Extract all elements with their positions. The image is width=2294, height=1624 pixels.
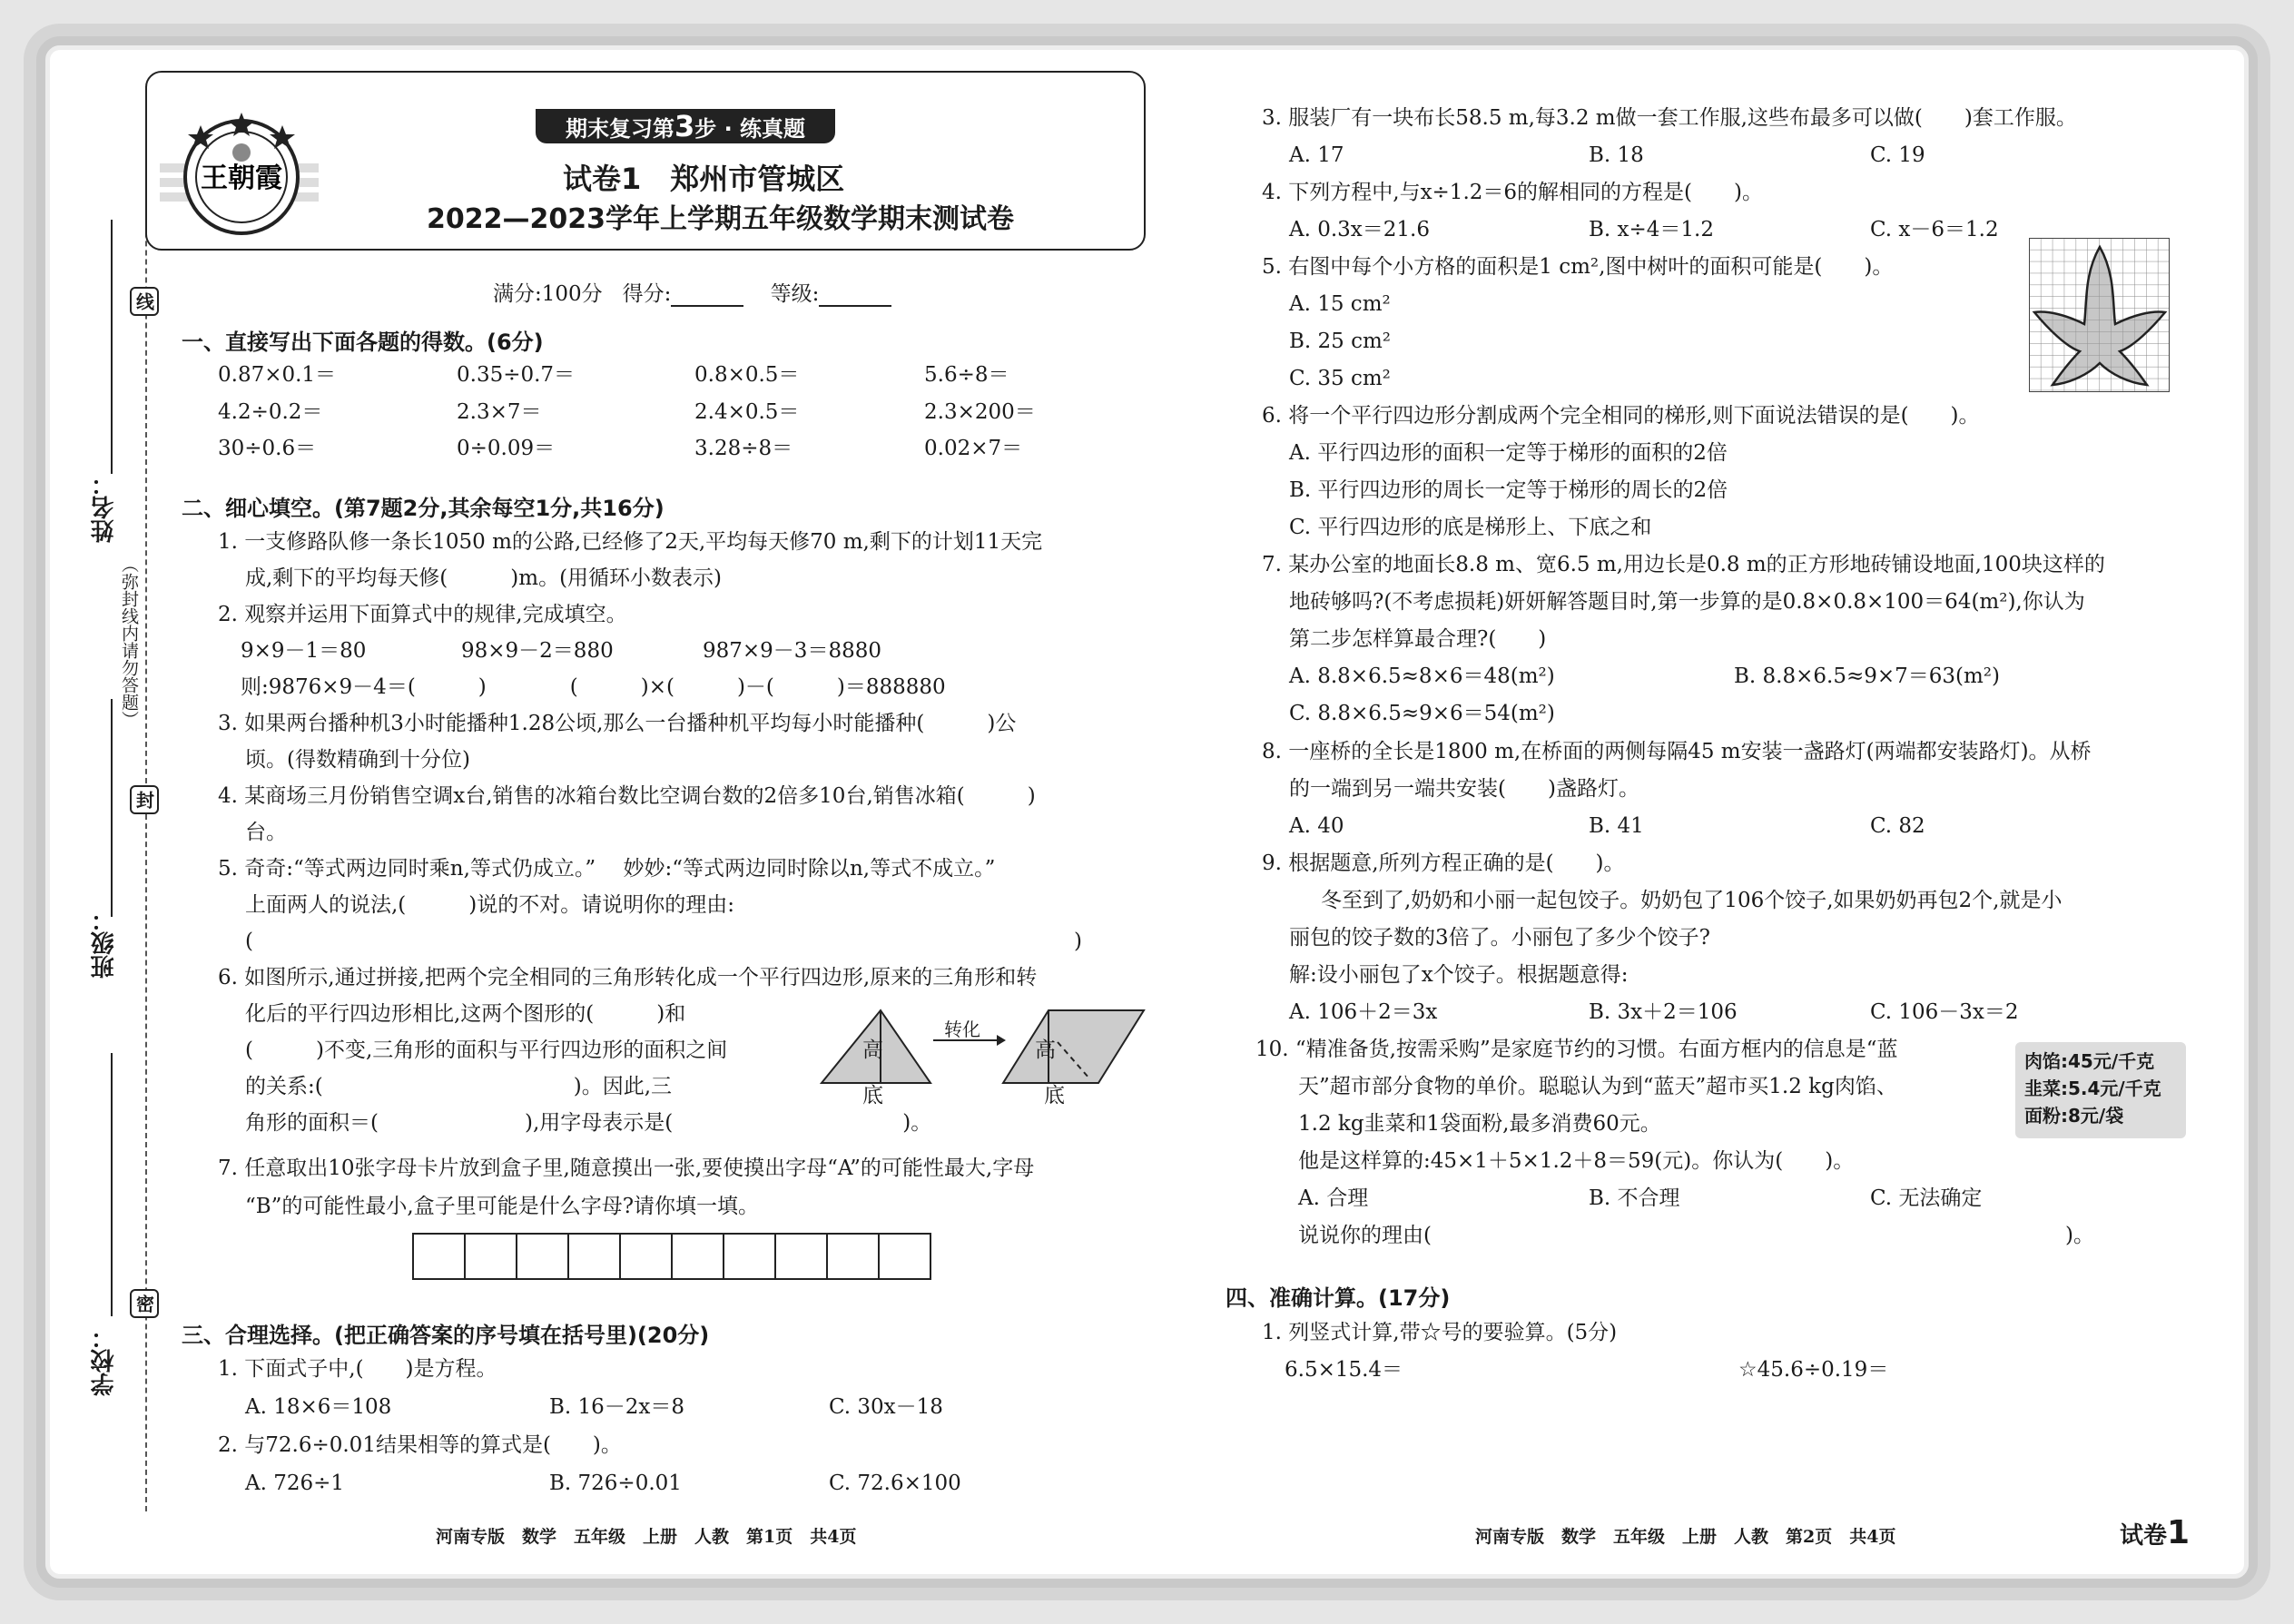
question-text: 第二步怎样算最合理?( ) <box>1289 627 1547 651</box>
question-text: 1. 下面式子中,( )是方程。 <box>218 1357 497 1381</box>
question-text: 1. 一支修路队修一条长1050 m的公路,已经修了2天,平均每天修70 m,剩下的计划11天完 <box>218 530 1043 554</box>
question-text: 6. 将一个平行四边形分割成两个完全相同的梯形,则下面说法错误的是( )。 <box>1262 404 1980 428</box>
letter-box[interactable] <box>878 1233 931 1280</box>
letter-box[interactable] <box>516 1233 569 1280</box>
option[interactable]: B. x÷4＝1.2 <box>1589 218 1714 241</box>
option[interactable]: B. 726÷0.01 <box>549 1471 682 1495</box>
question-text: ( )不变,三角形的面积与平行四边形的面积之间 <box>245 1038 728 1062</box>
question-text: 2. 观察并运用下面算式中的规律,完成填空。 <box>218 603 627 626</box>
option[interactable]: A. 18×6＝108 <box>245 1395 392 1419</box>
section-2-title: 二、细心填空。(第7题2分,其余每空1分,共16分) <box>182 496 665 521</box>
answer-paren[interactable]: ( <box>245 930 253 953</box>
question-text: 化后的平行四边形相比,这两个图形的( )和 <box>245 1002 686 1026</box>
question-text: 1. 列竖式计算,带☆号的要验算。(5分) <box>1262 1321 1618 1344</box>
section-4-title: 四、准确计算。(17分) <box>1226 1285 1451 1311</box>
school-line[interactable] <box>111 1053 113 1316</box>
question-text: 1.2 kg韭菜和1袋面粉,最多消费60元。 <box>1298 1112 1661 1136</box>
pattern-eq: 98×9－2＝880 <box>461 639 614 663</box>
logo-text: 王朝霞 <box>201 162 282 194</box>
figure-label-high: 高 <box>862 1038 883 1062</box>
question-text: 5. 右图中每个小方格的面积是1 cm²,图中树叶的面积可能是( )。 <box>1262 255 1894 279</box>
leaf-grid-figure <box>2029 238 2170 392</box>
option[interactable]: B. 3x＋2＝106 <box>1589 1000 1738 1024</box>
option[interactable]: B. 18 <box>1589 143 1644 167</box>
question-text: 台。 <box>245 821 287 844</box>
question-text: 角形的面积＝( ),用字母表示是( )。 <box>245 1111 932 1135</box>
paper-label: 试卷1 <box>2120 1514 2191 1551</box>
question-text: 3. 服装厂有一块布长58.5 m,每3.2 m做一套工作服,这些布最多可以做( )套工作服。 <box>1262 106 2077 130</box>
letter-box[interactable] <box>619 1233 673 1280</box>
calc-item: 2.3×200＝ <box>924 400 1036 424</box>
calc-item: 0.8×0.5＝ <box>694 363 800 387</box>
option[interactable]: A. 0.3x＝21.6 <box>1289 218 1430 241</box>
score-blank[interactable] <box>671 283 743 307</box>
question-text: 地砖够吗?(不考虑损耗)妍妍解答题目时,第一步算的是0.8×0.8×100＝64(m²),你认为 <box>1289 590 2085 614</box>
option[interactable]: A. 8.8×6.5≈8×6＝48(m²) <box>1289 664 1555 688</box>
question-text: 6. 如图所示,通过拼接,把两个完全相同的三角形转化成一个平行四边形,原来的三角形和转 <box>218 966 1038 989</box>
answer-paren[interactable]: 说说你的理由( <box>1298 1224 1432 1247</box>
question-text: 天”超市部分食物的单价。聪聪认为到“蓝天”超市买1.2 kg肉馅、 <box>1298 1075 1897 1098</box>
option[interactable]: A. 106＋2＝3x <box>1289 1000 1438 1024</box>
section-3-title: 三、合理选择。(把正确答案的序号填在括号里)(20分) <box>182 1323 710 1348</box>
calc-item: 0.35÷0.7＝ <box>457 363 576 387</box>
section-1-title: 一、直接写出下面各题的得数。(6分) <box>182 330 544 355</box>
figure-label-base: 底 <box>1044 1084 1065 1107</box>
question-text: 成,剩下的平均每天修( )m。(用循环小数表示) <box>245 566 723 590</box>
figure-label-high: 高 <box>1035 1038 1056 1062</box>
question-text: 的一端到另一端共安装( )盏路灯。 <box>1289 777 1639 801</box>
seal-char-secret: 密 <box>130 1289 159 1318</box>
option[interactable]: A. 15 cm² <box>1289 292 1391 316</box>
calc-item: 0.87×0.1＝ <box>218 363 337 387</box>
price-item: 面粉:8元/袋 <box>2024 1105 2124 1127</box>
calc-item: 2.4×0.5＝ <box>694 400 800 424</box>
calc-item: 0÷0.09＝ <box>457 437 556 460</box>
calc-item: 30÷0.6＝ <box>218 437 317 460</box>
question-text: 7. 某办公室的地面长8.8 m、宽6.5 m,用边长是0.8 m的正方形地砖铺设地面,100块这样的 <box>1262 553 2105 576</box>
option[interactable]: A. 合理 <box>1298 1186 1369 1210</box>
seal-note: （弥封线内请勿答题） <box>119 556 139 728</box>
score-line: 满分:100分 得分: 等级: <box>493 279 891 310</box>
question-text: 上面两人的说法,( )说的不对。请说明你的理由: <box>245 893 735 917</box>
option[interactable]: C. 平行四边形的底是梯形上、下底之和 <box>1289 516 1652 539</box>
option[interactable]: B. 不合理 <box>1589 1186 1680 1210</box>
figure-label-base: 底 <box>862 1084 883 1107</box>
question-text: 8. 一座桥的全长是1800 m,在桥面的两侧每隔45 m安装一盏路灯(两端都安装路灯)。从桥 <box>1262 740 2092 763</box>
option[interactable]: C. 无法确定 <box>1870 1186 1983 1210</box>
question-text: 顷。(得数精确到十分位) <box>245 748 470 772</box>
question-text: 4. 下列方程中,与x÷1.2＝6的解相同的方程是( )。 <box>1262 181 1763 204</box>
letter-box[interactable] <box>671 1233 724 1280</box>
option[interactable]: C. 35 cm² <box>1289 367 1391 390</box>
letter-box[interactable] <box>774 1233 828 1280</box>
question-text: 他是这样算的:45×1＋5×1.2＋8＝59(元)。你认为( )。 <box>1298 1149 1855 1173</box>
price-item: 韭菜:5.4元/千克 <box>2024 1078 2161 1099</box>
question-text: 9. 根据题意,所列方程正确的是( )。 <box>1262 851 1625 875</box>
answer-paren: ) <box>1074 930 1082 953</box>
option[interactable]: A. 40 <box>1289 814 1344 838</box>
pattern-eq: 987×9－3＝8880 <box>703 639 881 663</box>
question-text: “B”的可能性最小,盒子里可能是什么字母?请你填一填。 <box>245 1195 760 1218</box>
page-title: 试卷1 郑州市管城区 <box>563 162 845 196</box>
calc-item: 0.02×7＝ <box>924 437 1023 460</box>
price-item: 肉馅:45元/千克 <box>2024 1050 2155 1072</box>
name-line[interactable] <box>111 220 113 474</box>
option[interactable]: C. 8.8×6.5≈9×6＝54(m²) <box>1289 702 1555 725</box>
answer-paren: )。 <box>2065 1224 2094 1247</box>
page-subtitle: 2022—2023学年上学期五年级数学期末测试卷 <box>427 203 1014 235</box>
footer-right: 河南专版 数学 五年级 上册 人教 第2页 共4页 <box>1475 1527 1896 1547</box>
calc-item: 3.28÷8＝ <box>694 437 793 460</box>
class-label: 班级： <box>91 908 118 979</box>
pattern-eq: 9×9－1＝80 <box>241 639 367 663</box>
ribbon: 期末复习第 3 步 · 练真题 <box>536 109 835 143</box>
option[interactable]: A. 17 <box>1289 143 1344 167</box>
school-label: 学校： <box>91 1325 118 1396</box>
letter-box[interactable] <box>723 1233 776 1280</box>
question-text: 解:设小丽包了x个饺子。根据题意得: <box>1289 963 1629 987</box>
option[interactable]: A. 726÷1 <box>245 1471 345 1495</box>
letter-box[interactable] <box>464 1233 517 1280</box>
calc-item: 6.5×15.4＝ <box>1285 1358 1403 1382</box>
option[interactable]: A. 平行四边形的面积一定等于梯形的面积的2倍 <box>1289 441 1728 465</box>
option[interactable]: B. 平行四边形的周长一定等于梯形的周长的2倍 <box>1289 478 1728 502</box>
price-box <box>2015 1042 2186 1138</box>
grade-blank[interactable] <box>819 283 891 307</box>
option[interactable]: C. x－6＝1.2 <box>1870 218 1999 241</box>
option[interactable]: B. 8.8×6.5≈9×7＝63(m²) <box>1734 664 2001 688</box>
option[interactable]: B. 16－2x＝8 <box>549 1395 685 1419</box>
figure-label-arrow: 转化 <box>944 1019 980 1040</box>
option[interactable]: B. 41 <box>1589 814 1644 838</box>
letter-box[interactable] <box>826 1233 880 1280</box>
option[interactable]: C. 106－3x＝2 <box>1870 1000 2019 1024</box>
seal-char-seal: 封 <box>130 785 159 814</box>
logo <box>160 100 323 236</box>
option[interactable]: C. 30x－18 <box>829 1395 943 1419</box>
question-text: 的关系:( )。因此,三 <box>245 1075 673 1098</box>
letter-box[interactable] <box>567 1233 621 1280</box>
option[interactable]: B. 25 cm² <box>1289 330 1392 353</box>
question-text: 5. 奇奇:“等式两边同时乘n,等式仍成立。” 妙妙:“等式两边同时除以n,等式不成立。” <box>218 857 996 881</box>
question-text: 则:9876×9－4＝( ) ( )×( )－( )＝888880 <box>241 675 946 699</box>
letter-box[interactable] <box>412 1233 466 1280</box>
question-text: 4. 某商场三月份销售空调x台,销售的冰箱台数比空调台数的2倍多10台,销售冰箱( ) <box>218 784 1036 808</box>
calc-item: ☆45.6÷0.19＝ <box>1738 1358 1889 1382</box>
name-label: 姓名： <box>91 472 118 543</box>
question-text: 丽包的饺子数的3倍了。小丽包了多少个饺子? <box>1289 926 1710 950</box>
option[interactable]: C. 19 <box>1870 143 1925 167</box>
question-text: 10. “精准备货,按需采购”是家庭节约的习惯。右面方框内的信息是“蓝 <box>1255 1038 1898 1061</box>
footer-left: 河南专版 数学 五年级 上册 人教 第1页 共4页 <box>436 1527 857 1547</box>
question-text: 7. 任意取出10张字母卡片放到盒子里,随意摸出一张,要使摸出字母“A”的可能性最大,字母 <box>218 1156 1035 1180</box>
seal-char-line: 线 <box>130 287 159 316</box>
option[interactable]: C. 82 <box>1870 814 1925 838</box>
question-text: 3. 如果两台播种机3小时能播种1.28公顷,那么一台播种机平均每小时能播种( )公 <box>218 712 1017 735</box>
class-line[interactable] <box>111 699 113 917</box>
question-text: 2. 与72.6÷0.01结果相等的算式是( )。 <box>218 1433 622 1457</box>
calc-item: 2.3×7＝ <box>457 400 542 424</box>
calc-item: 4.2÷0.2＝ <box>218 400 323 424</box>
question-text: 冬至到了,奶奶和小丽一起包饺子。奶奶包了106个饺子,如果奶奶再包2个,就是小 <box>1321 889 2063 912</box>
letter-boxes[interactable] <box>414 1233 931 1280</box>
option[interactable]: C. 72.6×100 <box>829 1471 961 1495</box>
calc-item: 5.6÷8＝ <box>924 363 1009 387</box>
